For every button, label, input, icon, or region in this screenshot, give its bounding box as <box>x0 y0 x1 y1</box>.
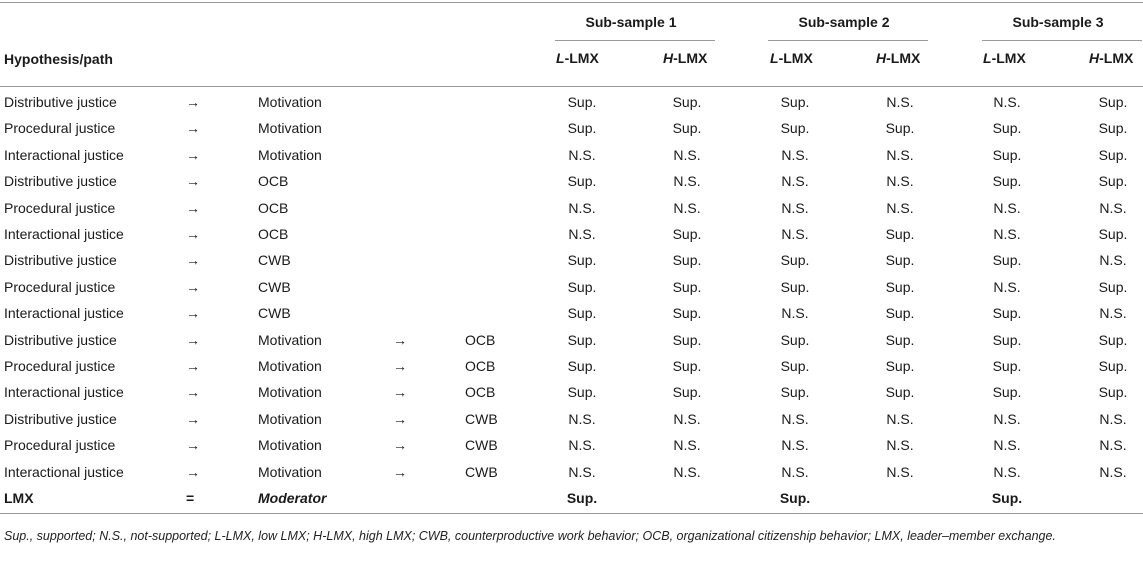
cell-s3-high: N.S. <box>1099 199 1127 216</box>
arrow-icon: → <box>186 463 200 480</box>
cell-s1-high: Sup. <box>672 120 702 137</box>
cell-s3-low: N.S. <box>993 437 1021 454</box>
cell-s1-low: Sup. <box>566 490 598 506</box>
path-source: Distributive justice <box>4 410 117 427</box>
cell-s3-high: Sup. <box>1098 94 1128 110</box>
cell-s3-high: Sup. <box>1098 120 1128 137</box>
arrow-icon: → <box>186 146 200 163</box>
cell-s1-low: N.S. <box>568 463 596 480</box>
cell-s3-high: Sup. <box>1098 331 1128 348</box>
path-outcome: OCB <box>465 331 496 348</box>
cell-s2-low: Sup. <box>779 490 811 506</box>
arrow-icon: → <box>186 226 200 242</box>
cell-s1-low: Sup. <box>567 120 597 137</box>
cell-s2-low: Sup. <box>780 120 810 137</box>
cell-s2-low: N.S. <box>781 437 809 454</box>
cell-s1-low: Sup. <box>567 173 597 190</box>
arrow-icon: → <box>393 358 407 374</box>
cell-s2-low: N.S. <box>781 226 809 242</box>
path-target: Motivation <box>258 94 322 110</box>
cell-s3-low: Sup. <box>992 120 1022 137</box>
table-row <box>0 305 1143 331</box>
cell-s2-low: Sup. <box>780 252 810 269</box>
cell-s1-high: N.S. <box>673 463 701 480</box>
cell-s1-high: Sup. <box>672 331 702 348</box>
cell-s1-low: Sup. <box>567 331 597 348</box>
path-source: Distributive justice <box>4 173 117 190</box>
cell-s1-low: Sup. <box>567 384 597 401</box>
cell-s1-high: N.S. <box>673 410 701 427</box>
subsample-3-rule <box>982 40 1142 41</box>
table-row <box>0 411 1143 437</box>
cell-s2-low: N.S. <box>781 410 809 427</box>
cell-s2-high: N.S. <box>886 410 914 427</box>
table-row <box>0 252 1143 278</box>
cell-s1-low: Sup. <box>567 305 597 322</box>
cell-s2-low: N.S. <box>781 146 809 163</box>
path-source: Interactional justice <box>4 305 124 322</box>
cell-s2-low: Sup. <box>780 384 810 401</box>
cell-s1-low: N.S. <box>568 146 596 163</box>
cell-s1-low: Sup. <box>567 278 597 295</box>
cell-s3-low: N.S. <box>993 463 1021 480</box>
path-target: CWB <box>258 305 291 322</box>
arrow-icon: → <box>186 173 200 190</box>
path-target: CWB <box>258 278 291 295</box>
cell-s1-high: Sup. <box>672 226 702 242</box>
cell-s2-high: N.S. <box>886 199 914 216</box>
path-target: Motivation <box>258 331 322 348</box>
table-row <box>0 358 1143 384</box>
cell-s1-high: Sup. <box>672 384 702 401</box>
cell-s2-low: N.S. <box>781 305 809 322</box>
arrow-icon: → <box>393 384 407 401</box>
path-outcome: CWB <box>465 410 498 427</box>
cell-s2-high: Sup. <box>885 305 915 322</box>
s1-high-lmx-header: H-LMX <box>663 50 708 66</box>
cell-s3-low: Sup. <box>992 146 1022 163</box>
cell-s1-low: Sup. <box>567 252 597 269</box>
cell-s1-high: Sup. <box>672 358 702 374</box>
cell-s1-low: N.S. <box>568 226 596 242</box>
cell-s1-high: N.S. <box>673 199 701 216</box>
cell-s1-high: Sup. <box>672 278 702 295</box>
cell-s3-high: N.S. <box>1099 305 1127 322</box>
cell-s3-high: N.S. <box>1099 437 1127 454</box>
cell-s1-high: N.S. <box>673 173 701 190</box>
cell-s2-high: Sup. <box>885 331 915 348</box>
path-source: Procedural justice <box>4 278 116 295</box>
table-row <box>0 226 1143 252</box>
arrow-icon: → <box>186 199 200 216</box>
subsample-3-header: Sub-sample 3 <box>1012 14 1104 30</box>
path-source: Procedural justice <box>4 437 116 454</box>
subsample-1-rule <box>555 40 715 41</box>
subsample-2-header: Sub-sample 2 <box>798 14 890 30</box>
cell-s3-low: N.S. <box>993 199 1021 216</box>
cell-s1-high: Sup. <box>672 94 702 110</box>
path-target: Motivation <box>258 437 322 454</box>
table-row <box>0 279 1143 305</box>
s3-high-lmx-header: H-LMX <box>1089 50 1134 66</box>
cell-s2-low: N.S. <box>781 199 809 216</box>
cell-s2-high: Sup. <box>885 278 915 295</box>
cell-s3-high: Sup. <box>1098 384 1128 401</box>
cell-s1-high: N.S. <box>673 146 701 163</box>
table-row <box>0 147 1143 173</box>
cell-s1-low: Sup. <box>567 358 597 374</box>
arrow-icon: → <box>186 437 200 454</box>
path-target: Motivation <box>258 410 322 427</box>
arrow-icon: → <box>186 358 200 374</box>
path-outcome: OCB <box>465 358 496 374</box>
arrow-icon: → <box>186 410 200 427</box>
cell-s1-low: Sup. <box>567 94 597 110</box>
path-source: Procedural justice <box>4 199 116 216</box>
path-outcome: OCB <box>465 384 496 401</box>
path-outcome: CWB <box>465 463 498 480</box>
table-row <box>0 464 1143 490</box>
subsample-2-rule <box>768 40 928 41</box>
cell-s3-low: Sup. <box>992 305 1022 322</box>
path-target: CWB <box>258 252 291 269</box>
path-source: Distributive justice <box>4 252 117 269</box>
path-source: Procedural justice <box>4 120 116 137</box>
table-row <box>0 94 1143 120</box>
path-source: Distributive justice <box>4 331 117 348</box>
path-target: Motivation <box>258 120 322 137</box>
table-row <box>0 332 1143 358</box>
s3-low-lmx-header: L-LMX <box>983 50 1026 66</box>
cell-s3-low: Sup. <box>992 173 1022 190</box>
cell-s2-high: Sup. <box>885 384 915 401</box>
cell-s2-low: Sup. <box>780 331 810 348</box>
arrow-icon: → <box>393 410 407 427</box>
cell-s2-high: N.S. <box>886 94 914 110</box>
cell-s2-high: N.S. <box>886 437 914 454</box>
cell-s3-low: Sup. <box>992 331 1022 348</box>
cell-s3-low: N.S. <box>993 94 1021 110</box>
cell-s3-low: Sup. <box>991 490 1023 506</box>
cell-s3-low: N.S. <box>993 410 1021 427</box>
table-row <box>0 200 1143 226</box>
path-target: OCB <box>258 173 289 190</box>
path-target: Motivation <box>258 384 322 401</box>
path-target: Motivation <box>258 463 322 480</box>
cell-s1-low: N.S. <box>568 410 596 427</box>
path-source: Distributive justice <box>4 94 117 110</box>
cell-s2-low: Sup. <box>780 278 810 295</box>
moderator-variable: LMX <box>4 490 34 506</box>
cell-s3-low: N.S. <box>993 278 1021 295</box>
hypothesis-path-header: Hypothesis/path <box>4 51 113 67</box>
cell-s3-high: Sup. <box>1098 173 1128 190</box>
cell-s2-high: Sup. <box>885 358 915 374</box>
path-target: Motivation <box>258 358 322 374</box>
arrow-icon: → <box>186 252 200 269</box>
equals-sign: = <box>186 490 195 506</box>
cell-s1-low: N.S. <box>568 199 596 216</box>
arrow-icon: → <box>186 305 200 322</box>
moderator-label: Moderator <box>258 490 327 506</box>
cell-s3-low: N.S. <box>993 226 1021 242</box>
arrow-icon: → <box>393 463 407 480</box>
arrow-icon: → <box>186 384 200 401</box>
cell-s3-high: Sup. <box>1098 358 1128 374</box>
cell-s2-low: N.S. <box>781 463 809 480</box>
cell-s3-high: Sup. <box>1098 146 1128 163</box>
table-footnote: Sup., supported; N.S., not-supported; L-LMX, low LMX; H-LMX, high LMX; CWB, counterproductive work behavior; OCB, organizational citizenship behavior; LMX, leader–member exchange. <box>4 529 1056 543</box>
cell-s2-low: Sup. <box>780 94 810 110</box>
path-target: OCB <box>258 199 289 216</box>
table-bottom-rule <box>0 513 1143 514</box>
cell-s3-high: Sup. <box>1098 226 1128 242</box>
table-row <box>0 173 1143 199</box>
s2-high-lmx-header: H-LMX <box>876 50 921 66</box>
cell-s2-low: N.S. <box>781 173 809 190</box>
arrow-icon: → <box>393 331 407 348</box>
cell-s3-low: Sup. <box>992 384 1022 401</box>
cell-s2-high: N.S. <box>886 173 914 190</box>
cell-s2-high: Sup. <box>885 120 915 137</box>
path-source: Interactional justice <box>4 226 124 242</box>
subsample-1-header: Sub-sample 1 <box>585 14 677 30</box>
table-top-rule <box>0 2 1143 3</box>
s2-low-lmx-header: L-LMX <box>770 50 813 66</box>
arrow-icon: → <box>186 278 200 295</box>
path-target: OCB <box>258 226 289 242</box>
cell-s1-high: Sup. <box>672 252 702 269</box>
cell-s1-low: N.S. <box>568 437 596 454</box>
arrow-icon: → <box>186 331 200 348</box>
cell-s3-low: Sup. <box>992 358 1022 374</box>
path-outcome: CWB <box>465 437 498 454</box>
cell-s3-low: Sup. <box>992 252 1022 269</box>
cell-s2-high: Sup. <box>885 226 915 242</box>
cell-s2-high: N.S. <box>886 146 914 163</box>
table-row <box>0 437 1143 463</box>
path-source: Interactional justice <box>4 146 124 163</box>
arrow-icon: → <box>186 120 200 137</box>
path-source: Procedural justice <box>4 358 116 374</box>
cell-s1-high: Sup. <box>672 305 702 322</box>
cell-s1-high: N.S. <box>673 437 701 454</box>
path-source: Interactional justice <box>4 384 124 401</box>
cell-s3-high: N.S. <box>1099 410 1127 427</box>
path-target: Motivation <box>258 146 322 163</box>
s1-low-lmx-header: L-LMX <box>556 50 599 66</box>
cell-s3-high: N.S. <box>1099 252 1127 269</box>
header-rule <box>0 86 1143 87</box>
table-row <box>0 384 1143 410</box>
cell-s2-high: Sup. <box>885 252 915 269</box>
cell-s2-high: N.S. <box>886 463 914 480</box>
arrow-icon: → <box>393 437 407 454</box>
cell-s3-high: Sup. <box>1098 278 1128 295</box>
cell-s2-low: Sup. <box>780 358 810 374</box>
table-row <box>0 120 1143 146</box>
arrow-icon: → <box>186 94 200 110</box>
cell-s3-high: N.S. <box>1099 463 1127 480</box>
path-source: Interactional justice <box>4 463 124 480</box>
